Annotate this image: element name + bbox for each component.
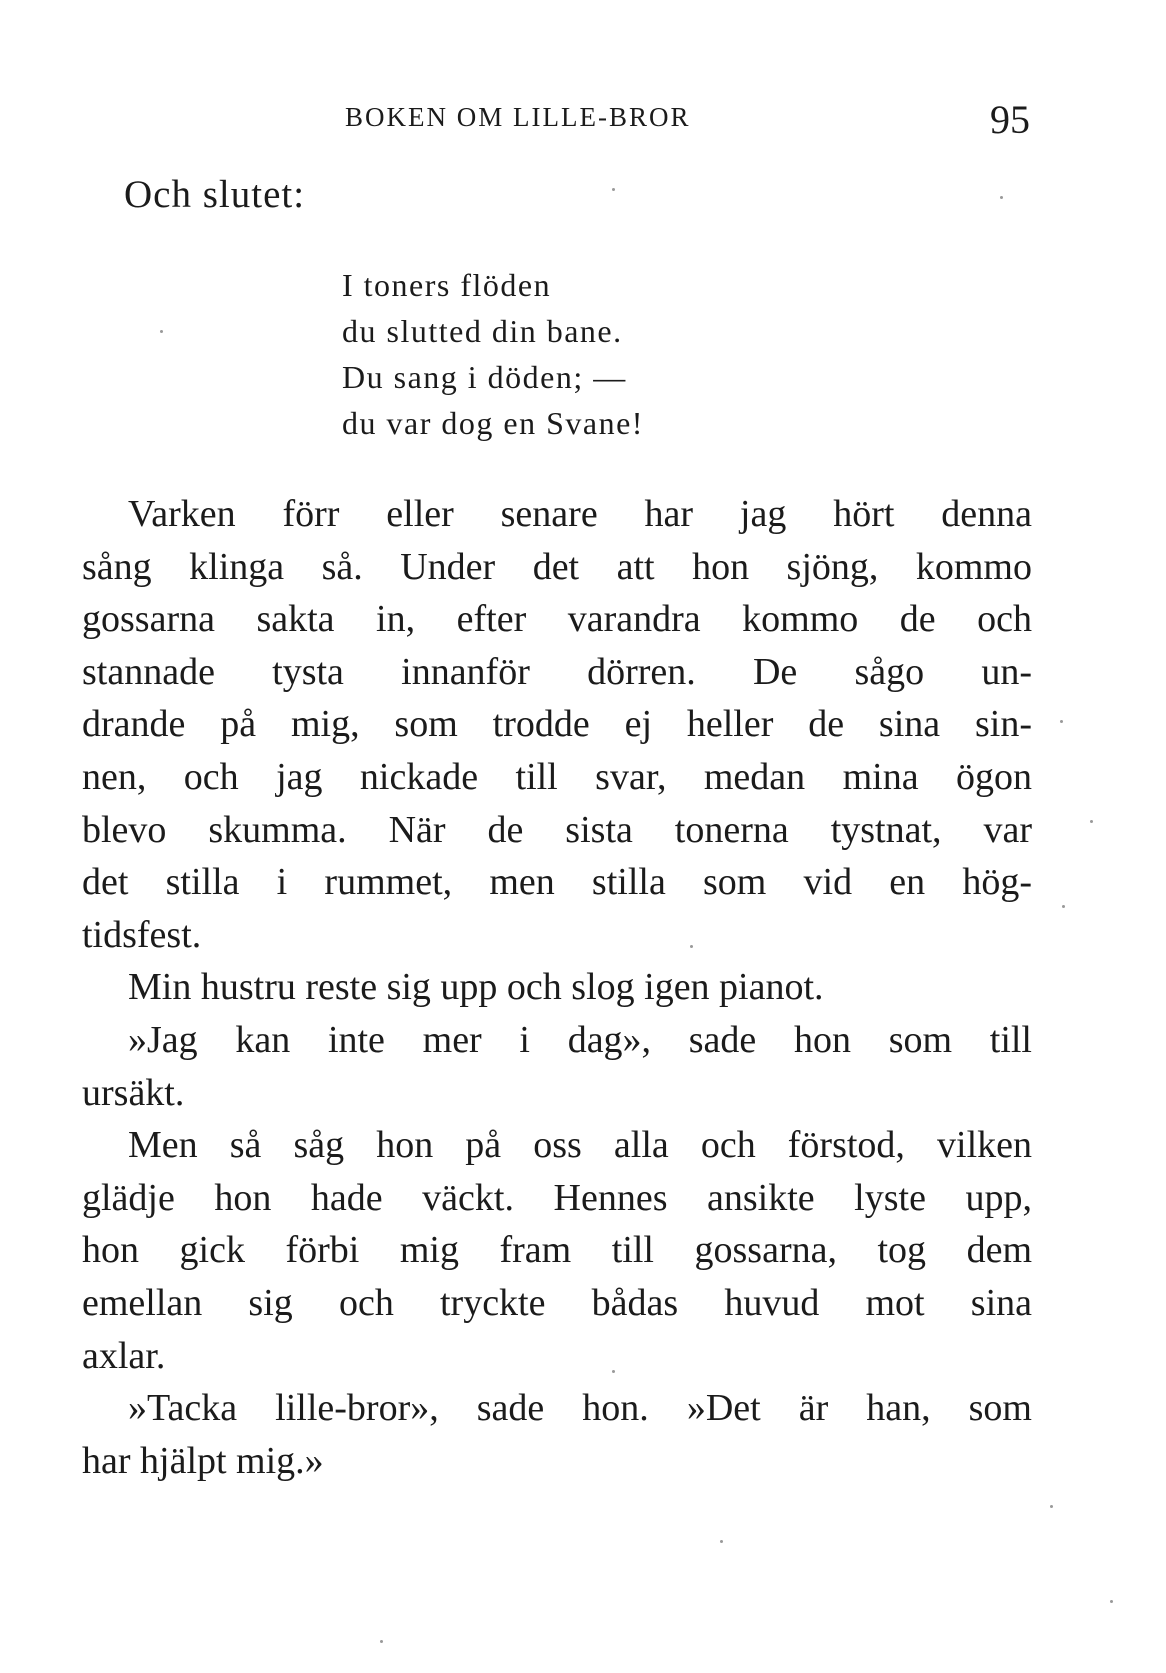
- print-speck: [160, 330, 163, 333]
- paragraph-3: [82, 1014, 1032, 1119]
- verse-line: du var dog en Svane!: [342, 405, 644, 441]
- text-line: sång klinga så. Under det att hon sjöng, kommo: [82, 545, 1032, 588]
- print-speck: [690, 945, 693, 948]
- text-line: »Tacka lille-bror», sade hon. »Det är han, som: [128, 1387, 1032, 1430]
- prose-body: [82, 488, 1032, 1487]
- text-line: ursäkt.: [82, 1071, 185, 1114]
- text-line: Men så såg hon på oss alla och förstod, vilken: [128, 1124, 1032, 1167]
- text-line: glädje hon hade väckt. Hennes ansikte lyste upp,: [82, 1176, 1032, 1219]
- print-speck: [1060, 720, 1063, 723]
- print-speck: [380, 1640, 383, 1643]
- text-line: har hjälpt mig.»: [82, 1439, 324, 1482]
- text-line: stannade tysta innanför dörren. De sågo un-: [82, 650, 1032, 693]
- print-speck: [1050, 1505, 1053, 1508]
- intro-line: Och slutet:: [124, 173, 306, 216]
- paragraph-1: [82, 488, 1032, 961]
- text-line: axlar.: [82, 1334, 166, 1377]
- text-line: »Jag kan inte mer i dag», sade hon som till: [128, 1018, 1032, 1061]
- text-line: hon gick förbi mig fram till gossarna, tog dem: [82, 1229, 1032, 1272]
- text-line: Min hustru reste sig upp och slog igen pianot.: [128, 966, 824, 1009]
- verse-line: du slutted din bane.: [342, 313, 623, 349]
- print-speck: [1000, 196, 1003, 199]
- print-speck: [1110, 1600, 1113, 1603]
- text-line: nen, och jag nickade till svar, medan mina ögon: [82, 755, 1032, 798]
- text-line: drande på mig, som trodde ej heller de sina sin-: [82, 703, 1032, 746]
- text-line: blevo skumma. När de sista tonerna tystnat, var: [82, 808, 1032, 851]
- paragraph-4: [82, 1119, 1032, 1382]
- page-number: 95: [990, 97, 1030, 142]
- print-speck: [1062, 905, 1065, 908]
- text-line: gossarna sakta in, efter varandra kommo de och: [82, 598, 1032, 641]
- print-speck: [720, 1540, 723, 1543]
- text-line: det stilla i rummet, men stilla som vid en hög-: [82, 861, 1032, 904]
- text-line: tidsfest.: [82, 913, 202, 956]
- text-line: Varken förr eller senare har jag hört denna: [128, 493, 1032, 535]
- print-speck: [612, 1370, 615, 1373]
- running-title: BOKEN OM LILLE-BROR: [345, 102, 691, 132]
- paragraph-2: [82, 961, 1032, 1014]
- verse-line: Du sang i döden; —: [342, 359, 627, 395]
- print-speck: [1090, 820, 1093, 823]
- paragraph-5: [82, 1382, 1032, 1487]
- verse-block: [342, 262, 644, 446]
- text-line: emellan sig och tryckte bådas huvud mot sina: [82, 1281, 1032, 1324]
- verse-line: I toners flöden: [342, 267, 552, 303]
- print-speck: [612, 188, 615, 191]
